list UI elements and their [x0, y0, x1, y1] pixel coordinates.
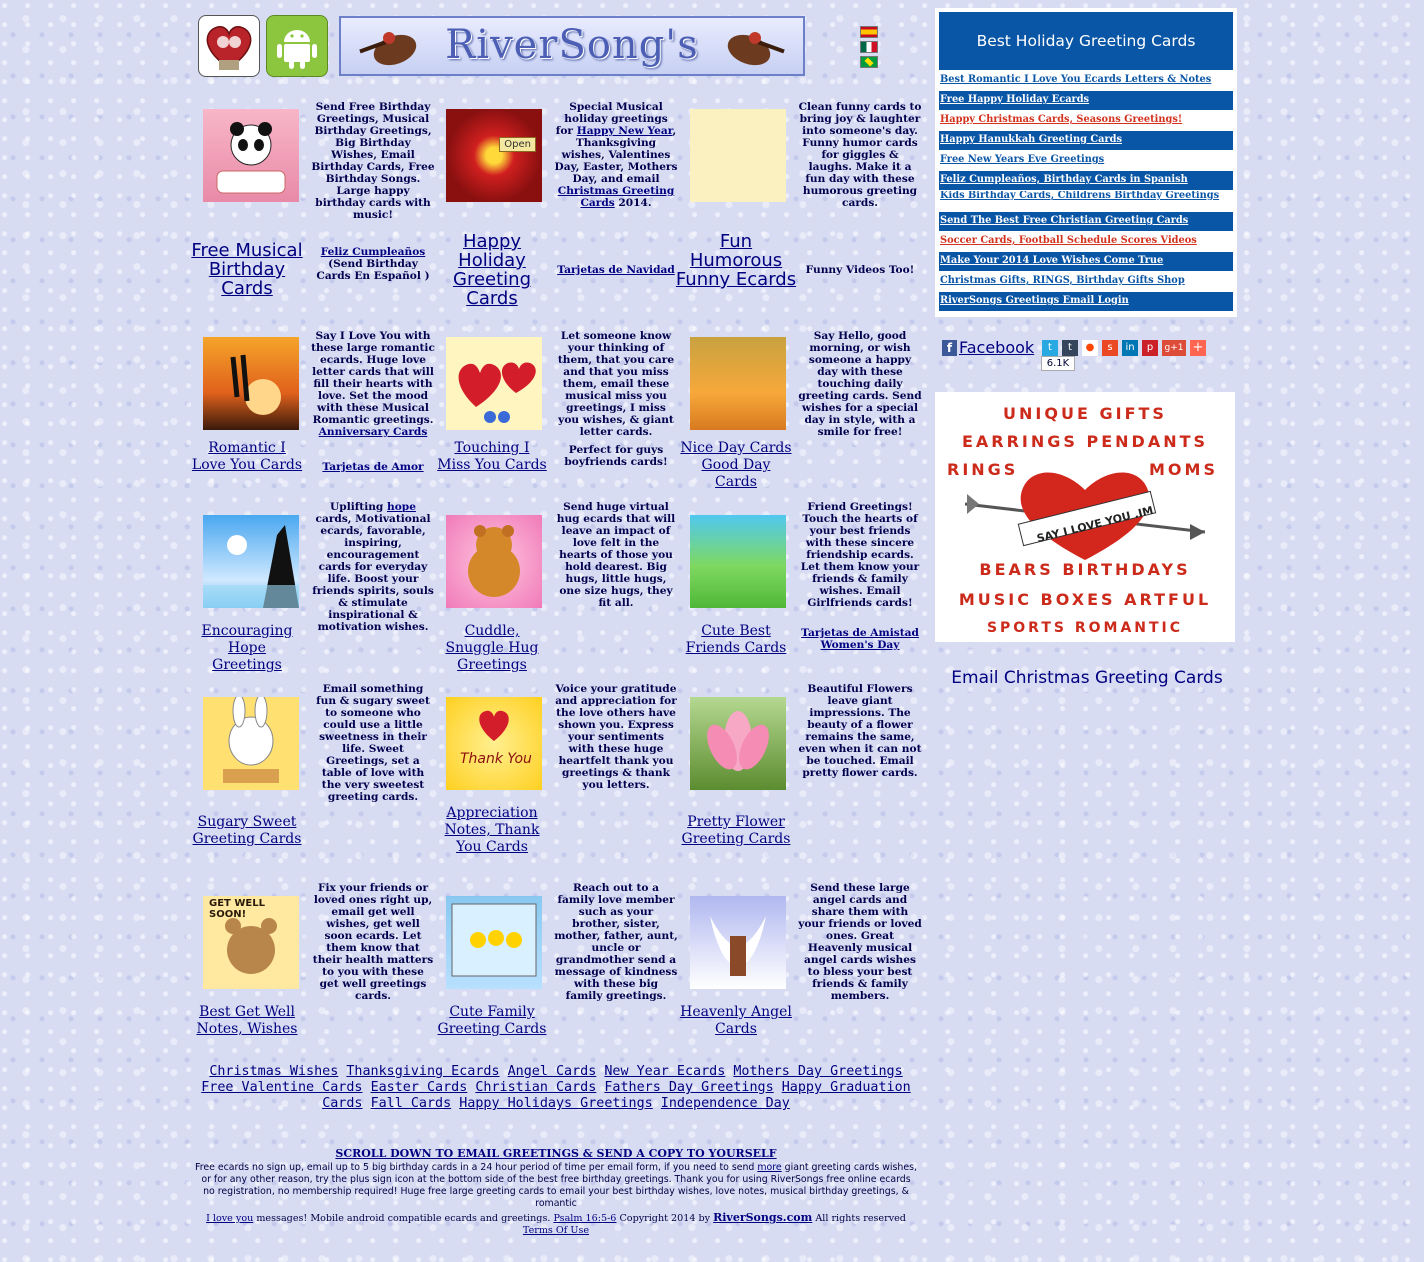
thumb-illustration: [446, 896, 542, 989]
card-title-link[interactable]: Cuddle, Snuggle Hug Greetings: [445, 623, 539, 673]
sidebar-link-label[interactable]: Kids Birthday Cards, Childrens Birthday Greetings: [940, 191, 1220, 201]
description-text: Friend Greetings! Touch the hearts of your best friends with these sincere friendship ecards. Let them know your friends & family wishes. Email Girlfriends cards!: [800, 501, 920, 609]
thumb-illustration: [446, 697, 542, 790]
bottom-link[interactable]: Mothers Day Greetings: [733, 1064, 903, 1079]
bottom-link[interactable]: Free Valentine Cards: [201, 1080, 363, 1095]
ad-line: RINGS: [947, 460, 1019, 479]
card-title-link[interactable]: Pretty Flower Greeting Cards: [681, 814, 791, 847]
thumb-illustration: [203, 337, 299, 430]
sidebar-link-label[interactable]: Feliz Cumpleaños, Birthday Cards in Spanish: [940, 174, 1188, 185]
android-app-icon[interactable]: [266, 15, 328, 77]
card-description: [311, 330, 435, 438]
description-text: Let someone know your thinking of them, that you care and that you miss them, email these musical miss you greetings, I miss you wishes, & giant letter cards.: [557, 330, 675, 438]
stumbleupon-icon[interactable]: s: [1102, 340, 1118, 356]
extra-link[interactable]: Feliz Cumpleaños: [320, 246, 426, 258]
get-well-bear-thumb[interactable]: [203, 896, 299, 989]
sidebar-link-label[interactable]: Happy Christmas Cards, Seasons Greetings!: [940, 114, 1183, 125]
couple-sunset-thumb[interactable]: [203, 337, 299, 430]
card-title-link[interactable]: Romantic I Love You Cards: [191, 440, 303, 473]
footer-text: or for any other reason, try the plus sign icon at the bottom side of the best free birthday greetings. Thank you for using RiverSongs free online ecards no registration, no membership required! Huge free large greeting cards to email your best birthday wishes, love notes, musical birthday greetings, & romantic: [201, 1174, 911, 1209]
ad-line: SPORTS ROMANTIC: [986, 620, 1184, 636]
reddit-icon[interactable]: ●: [1082, 340, 1098, 356]
card-description: [798, 101, 922, 209]
sunset-tree-thumb[interactable]: [690, 337, 786, 430]
linkedin-icon[interactable]: in: [1122, 340, 1138, 356]
lotus-flower-thumb[interactable]: [690, 697, 786, 790]
psalm-link[interactable]: Psalm 16:5-6: [553, 1213, 617, 1224]
card-extra: [554, 444, 678, 468]
description-link[interactable]: Happy New Year: [576, 125, 673, 137]
card-title-link[interactable]: Appreciation Notes, Thank You Cards: [444, 805, 540, 855]
card-description: [798, 330, 922, 438]
description-text: Say Hello, good morning, or wish someone a happy day with these touching daily greeting cards. Send wishes for a special day in style, with a smile for free!: [798, 330, 922, 438]
ad-line: MUSIC BOXES ARTFUL: [958, 590, 1212, 609]
card-extra: [554, 264, 678, 276]
card-description: [311, 501, 435, 633]
sidebar-link-item[interactable]: [939, 212, 1233, 231]
description-text: Say I Love You with these large romantic ecards. Huge love letter cards that will fill their hearts with love. Set the mood with these Musical Romantic greetings.: [311, 330, 435, 426]
card-title-link[interactable]: Heavenly Angel Cards: [680, 1004, 792, 1037]
sidebar-link-label[interactable]: Send The Best Free Christian Greeting Cards: [940, 215, 1189, 226]
card-title-link[interactable]: Fun Humorous Funny Ecards: [675, 231, 797, 290]
thumb-illustration: [203, 697, 299, 790]
ad-line: EARRINGS PENDANTS: [961, 432, 1209, 451]
card-description: [798, 683, 922, 779]
bottom-link[interactable]: Independence Day: [660, 1096, 790, 1111]
bottom-link[interactable]: Happy Holidays Greetings: [459, 1096, 653, 1111]
description-text: Clean funny cards to bring joy & laughter into someone's day. Funny humor cards for giggles & laughs. Make it a fun day with these humorous greeting cards.: [798, 101, 922, 209]
thumb-illustration: [446, 515, 542, 608]
description-text: , Thanksgiving wishes, Valentines Day, Easter, Mothers Day, and email: [554, 125, 678, 185]
card-description: [554, 501, 678, 609]
description-text: Send Free Birthday Greetings, Musical Birthday Greetings, Big Birthday Wishes, Email Birthday Cards, Free Birthday Songs. Large happy birthday cards with music!: [311, 101, 435, 221]
candle-gift-thumb[interactable]: [446, 109, 542, 202]
sidebar-link-label[interactable]: Best Romantic I Love You Ecards Letters & Notes: [940, 74, 1212, 85]
scroll-heading: SCROLL DOWN TO EMAIL GREETINGS & SEND A COPY TO YOURSELF: [335, 1147, 777, 1160]
sidebar-link-item[interactable]: [939, 171, 1233, 190]
card-description: [311, 683, 435, 803]
sidebar-link-item[interactable]: [939, 71, 1233, 90]
description-text: Uplifting: [330, 501, 388, 513]
sidebar-link-item[interactable]: [939, 151, 1233, 170]
sidebar-link-item[interactable]: [939, 111, 1233, 130]
sidebar-link-label[interactable]: Soccer Cards, Football Schedule Scores Videos: [940, 235, 1197, 246]
extra-link[interactable]: Tarjetas de Amor: [322, 461, 424, 473]
more-link[interactable]: more: [757, 1162, 782, 1173]
sidebar-link-label[interactable]: Happy Hanukkah Greeting Cards: [940, 134, 1123, 145]
cartoon-computer-thumb[interactable]: [690, 109, 786, 202]
extra-link[interactable]: Tarjetas de Amistad: [801, 627, 919, 639]
bottom-links: [190, 1064, 922, 1112]
facebook-link[interactable]: Facebook: [959, 338, 1035, 357]
card-description: [311, 101, 435, 221]
thank-you-heart-thumb[interactable]: [446, 697, 542, 790]
card-title-link[interactable]: Cute Best Friends Cards: [685, 623, 787, 656]
bunny-thumb[interactable]: [203, 697, 299, 790]
sidebar-link-label[interactable]: Make Your 2014 Love Wishes Come True: [940, 255, 1164, 266]
angel-guitar-thumb[interactable]: [690, 896, 786, 989]
banner-title: RiverSong's: [445, 22, 699, 68]
violin-icon: [719, 24, 789, 70]
teddy-bear-thumb[interactable]: [446, 515, 542, 608]
sidebar-link-label[interactable]: RiverSongs Greetings Email Login: [940, 295, 1129, 306]
card-title-link[interactable]: Free Musical Birthday Cards: [191, 240, 303, 299]
footer-text: Free ecards no sign up, email up to 5 big birthday cards in a 24 hour period of time per email form, if you need to send: [195, 1162, 758, 1173]
extra-text: Funny Videos Too!: [805, 264, 915, 276]
description-text: Send these large angel cards and share them with your friends or loved ones. Great Heavenly musical angel cards wishes to bless your best friends & family members.: [798, 882, 922, 1002]
sun-rock-thumb[interactable]: [203, 515, 299, 608]
sidebar-link-label[interactable]: Christmas Gifts, RINGS, Birthday Gifts Shop: [940, 275, 1185, 286]
ad-line: BEARS BIRTHDAYS: [979, 560, 1191, 579]
sidebar-link-item[interactable]: [939, 131, 1233, 150]
thumb-label: Open: [499, 137, 536, 152]
description-link[interactable]: Christmas Greeting Cards: [557, 185, 675, 209]
card-extra: [311, 246, 435, 282]
pinterest-icon[interactable]: p: [1142, 340, 1158, 356]
bottom-link[interactable]: Angel Cards: [507, 1064, 597, 1079]
card-title-link[interactable]: Nice Day Cards Good Day Cards: [680, 440, 792, 490]
card-description: [554, 101, 678, 209]
footer-text: Copyright 2014 by: [616, 1213, 714, 1224]
extra-link[interactable]: Women's Day: [820, 639, 900, 651]
card-description: [798, 882, 922, 1002]
card-description: [311, 882, 435, 1002]
footer-text: All rights reserved: [812, 1213, 906, 1224]
description-text: cards, Motivational ecards, favorable, inspiring, encouragement cards for everyday life. Boost your friends spirits, souls & stimulate inspirational & motivation wishes.: [312, 513, 434, 633]
panda-cake-thumb[interactable]: [203, 109, 299, 202]
description-text: Voice your gratitude and appreciation for the love others have shown you. Express your sentiments with these huge heartfelt thank you greetings & thank you letters.: [555, 683, 677, 791]
card-description: [554, 330, 678, 438]
footer-text: giant greeting cards wishes,: [781, 1162, 917, 1173]
footer: [195, 1148, 917, 1237]
card-extra: [311, 461, 435, 473]
card-title-link[interactable]: Encouraging Hope Greetings: [201, 623, 293, 673]
description-text: Fix your friends or loved ones right up, email get well wishes, get well soon ecards. Let them know that their health matters to you with these get well greetings cards.: [312, 882, 434, 1002]
thumb-label: GET WELL SOON!: [209, 898, 265, 920]
bottom-link[interactable]: Fathers Day Greetings: [604, 1080, 774, 1095]
thumb-illustration: [690, 896, 786, 989]
extra-text: Perfect for guys boyfriends cards!: [564, 444, 668, 468]
description-text: Special Musical holiday greetings for: [555, 101, 668, 137]
spain-flag-icon[interactable]: [860, 26, 878, 38]
description-text: 2014.: [614, 197, 652, 209]
sidebar-link-item[interactable]: [939, 91, 1233, 110]
facebook-icon[interactable]: f: [942, 340, 957, 356]
sidebar-link-label[interactable]: Free Happy Holiday Ecards: [940, 94, 1090, 105]
bottom-link[interactable]: Christmas Wishes: [209, 1064, 339, 1079]
cartoon-kids-thumb[interactable]: [690, 515, 786, 608]
holiday-sidebar: [935, 8, 1237, 317]
sidebar-link-item[interactable]: [939, 272, 1233, 291]
card-description: [554, 882, 678, 1002]
riversongs-link[interactable]: RiverSongs.com: [713, 1211, 813, 1224]
email-christmas-label: Email Christmas Greeting Cards: [951, 668, 1223, 688]
bottom-link[interactable]: Happy Graduation Cards: [322, 1080, 911, 1111]
bottom-link[interactable]: Christian Cards: [475, 1080, 597, 1095]
thumb-illustration: [446, 337, 542, 430]
description-text: Send huge virtual hug ecards that will leave an impact of love felt in the hearts of those you hold dearest. Big hugs, little hugs, one size hugs, they fit all.: [556, 501, 676, 609]
gifts-ad[interactable]: [935, 392, 1235, 642]
tumblr-icon[interactable]: t: [1062, 340, 1078, 356]
family-birds-thumb[interactable]: [446, 896, 542, 989]
description-link[interactable]: Anniversary Cards: [318, 426, 428, 438]
bottom-link[interactable]: Thanksgiving Ecards: [346, 1064, 500, 1079]
thumb-illustration: [690, 697, 786, 790]
description-link[interactable]: hope: [387, 501, 416, 513]
love-you-link[interactable]: I love you: [206, 1213, 254, 1224]
card-title-link[interactable]: Sugary Sweet Greeting Cards: [192, 814, 302, 847]
ad-line: UNIQUE GIFTS: [1003, 404, 1167, 423]
footer-text: messages! Mobile android compatible ecards and greetings.: [253, 1213, 554, 1224]
love-app-icon[interactable]: [198, 15, 260, 77]
card-title-link[interactable]: Cute Family Greeting Cards: [437, 1004, 547, 1037]
sidebar-link-item[interactable]: [939, 191, 1233, 211]
heart-arrow-icon: [965, 464, 1205, 564]
brazil-flag-icon[interactable]: [860, 56, 878, 68]
thumb-illustration: [203, 109, 299, 202]
bottom-link[interactable]: Fall Cards: [370, 1096, 452, 1111]
card-title-link[interactable]: Best Get Well Notes, Wishes: [196, 1004, 298, 1037]
card-extra: [798, 627, 922, 651]
google-plus-icon[interactable]: g+1: [1162, 340, 1186, 356]
sidebar-link-item[interactable]: [939, 252, 1233, 271]
extra-text: (Send Birthday Cards En Español ): [316, 258, 430, 282]
ad-line: MOMS: [1149, 460, 1218, 479]
card-title-link[interactable]: Happy Holiday Greeting Cards: [453, 231, 531, 309]
description-text: Beautiful Flowers leave giant impressions. The beauty of a flower remains the same, even when it can not be touched. Email pretty flower cards.: [798, 683, 922, 779]
card-description: [554, 683, 678, 791]
terms-link[interactable]: Terms Of Use: [522, 1225, 590, 1236]
sidebar-link-item[interactable]: [939, 232, 1233, 251]
share-count: 6.1K: [1041, 356, 1075, 371]
bottom-link[interactable]: New Year Ecards: [604, 1064, 726, 1079]
sidebar-link-label[interactable]: Free New Years Eve Greetings: [940, 154, 1105, 165]
twitter-icon[interactable]: t: [1042, 340, 1058, 356]
card-title-link[interactable]: Touching I Miss You Cards: [437, 440, 547, 473]
description-text: Email something fun & sugary sweet to someone who could use a little sweetness in their life. Sweet Greetings, set a table of love with the very sweetest greeting cards.: [316, 683, 430, 803]
riversongs-banner[interactable]: [339, 16, 805, 76]
sidebar-heading: Best Holiday Greeting Cards: [939, 12, 1233, 70]
description-text: Reach out to a family love member such as your brother, sister, mother, father, aunt, uncle or grandmother send a message of kindness with these big family greetings.: [554, 882, 678, 1002]
card-extra: [798, 264, 922, 276]
thumb-label: Thank You: [460, 751, 532, 767]
more-share-icon[interactable]: +: [1190, 340, 1206, 356]
extra-link[interactable]: Tarjetas de Navidad: [557, 264, 675, 276]
mexico-flag-icon[interactable]: [860, 41, 878, 53]
hearts-flowers-thumb[interactable]: [446, 337, 542, 430]
sidebar-link-item[interactable]: [939, 292, 1233, 311]
card-description: [798, 501, 922, 609]
ad-ribbon: SAY I LOVE YOU .IM: [1035, 503, 1155, 546]
bottom-link[interactable]: Easter Cards: [370, 1080, 468, 1095]
thumb-illustration: [203, 515, 299, 608]
